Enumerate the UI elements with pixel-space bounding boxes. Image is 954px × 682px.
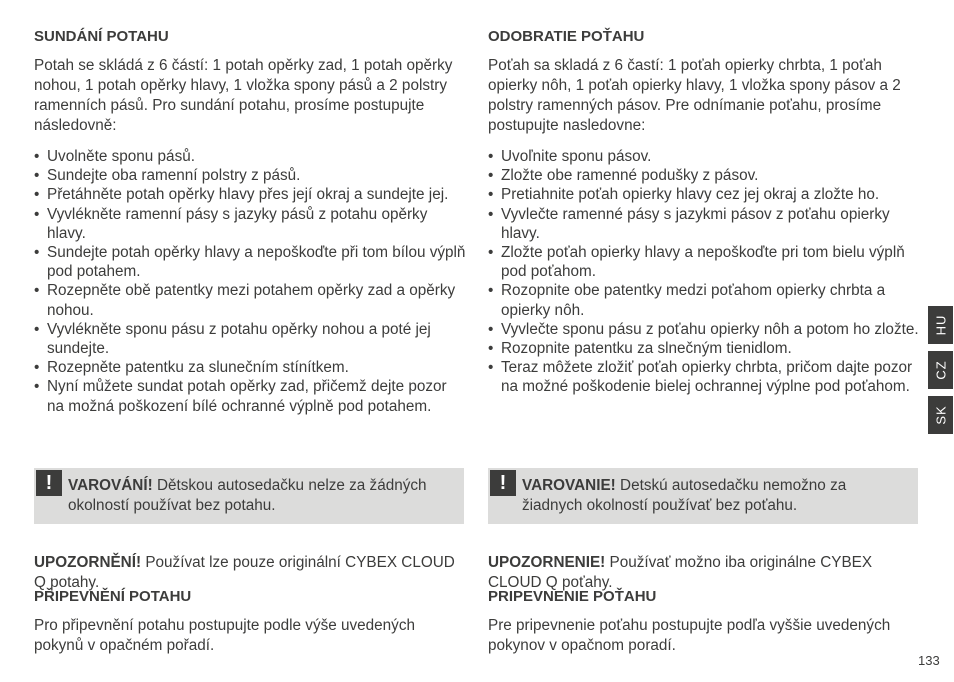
warning-box <box>488 468 918 524</box>
warning-icon: ! <box>36 470 62 496</box>
list-item: • Sundejte potah opěrky hlavy a nepoškoďte při tom bílou výplň pod potahem. <box>34 243 466 281</box>
attach-paragraph: Pre pripevnenie poťahu postupujte podľa vyššie uvedených pokynov v opačnom poradí. <box>488 617 891 654</box>
warning-label: VAROVÁNÍ! <box>68 477 153 494</box>
list-item: • Rozepněte patentku za slunečním stínítkem. <box>34 358 466 377</box>
language-tab-hu[interactable]: HU <box>928 306 953 344</box>
section-heading-remove-cover: ODOBRATIE POŤAHU <box>488 28 645 45</box>
list-item: • Nyní můžete sundat potah opěrky zad, přičemž dejte pozor na možná poškození bílé ochranné výplně pod potahem. <box>34 377 466 415</box>
page-number: 133 <box>918 653 940 668</box>
list-item: • Teraz môžete zložiť poťah opierky chrbta, pričom dajte pozor na možné poškodenie bielej ochrannej výplne pod poťahom. <box>488 358 920 396</box>
list-item: • Přetáhněte potah opěrky hlavy přes její okraj a sundejte jej. <box>34 185 466 204</box>
warning-icon: ! <box>490 470 516 496</box>
list-item: • Sundejte oba ramenní polstry z pásů. <box>34 166 466 185</box>
warning-label: VAROVANIE! <box>522 477 616 494</box>
list-item: • Vyvlečte ramenné pásy s jazykmi pásov z poťahu opierky hlavy. <box>488 205 920 243</box>
list-item: • Vyvlečte sponu pásu z poťahu opierky nôh a potom ho zložte. <box>488 320 920 339</box>
list-item: • Rozepněte obě patentky mezi potahem opěrky zad a opěrky nohou. <box>34 281 466 319</box>
section-heading-remove-cover: SUNDÁNÍ POTAHU <box>34 28 169 45</box>
warning-text: VAROVANIE! Detskú autosedačku nemožno za žiadnych okolností používať bez poťahu. <box>522 477 847 514</box>
instruction-list <box>34 147 466 416</box>
warning-text: VAROVÁNÍ! Dětskou autosedačku nelze za žádných okolností používat bez potahu. <box>68 477 427 514</box>
list-item: • Zložte poťah opierky hlavy a nepoškoďte pri tom bielu výplň pod poťahom. <box>488 243 920 281</box>
list-item: • Uvolněte sponu pásů. <box>34 147 466 166</box>
list-item: • Zložte obe ramenné podušky z pásov. <box>488 166 920 185</box>
intro-paragraph: Potah se skládá z 6 částí: 1 potah opěrky zad, 1 potah opěrky nohou, 1 potah opěrky hlavy, 1 vložka spony pásů a 2 polstry ramenních pásů. Pro sundání potahu, prosíme postupujte následovně: <box>34 57 453 134</box>
column-slovak <box>488 27 920 654</box>
section-heading-attach-cover: PŘIPEVNĚNÍ POTAHU <box>34 588 192 605</box>
note-paragraph: UPOZORNĚNÍ! Používat lze pouze originální CYBEX CLOUD Q potahy. <box>34 554 455 592</box>
attach-section <box>488 587 920 656</box>
list-item: • Rozopnite patentku za slnečným tienidlom. <box>488 339 920 358</box>
intro-paragraph: Poťah sa skladá z 6 častí: 1 poťah opierky chrbta, 1 poťah opierky nôh, 1 poťah opierky hlavy, 1 vložka spony pásov a 2 polstry ramenných pásov. Pre odnímanie poťahu, prosíme postupujte nasledovne: <box>488 57 901 134</box>
list-item: • Vyvlékněte ramenní pásy s jazyky pásů z potahu opěrky hlavy. <box>34 205 466 243</box>
list-item: • Rozopnite obe patentky medzi poťahom opierky chrbta a opierky nôh. <box>488 281 920 319</box>
note-label: UPOZORNENIE! <box>488 554 606 572</box>
language-tab-cz[interactable]: CZ <box>928 351 953 389</box>
attach-paragraph: Pro připevnění potahu postupujte podle výše uvedených pokynů v opačném pořadí. <box>34 617 415 654</box>
section-heading-attach-cover: PRIPEVNENIE POŤAHU <box>488 588 657 605</box>
attach-section <box>34 587 466 656</box>
warning-box <box>34 468 464 524</box>
column-czech <box>34 27 466 654</box>
list-item: • Pretiahnite poťah opierky hlavy cez jej okraj a zložte ho. <box>488 185 920 204</box>
list-item: • Uvoľnite sponu pásov. <box>488 147 920 166</box>
note-label: UPOZORNĚNÍ! <box>34 554 142 572</box>
instruction-list <box>488 147 920 397</box>
list-item: • Vyvlékněte sponu pásu z potahu opěrky nohou a poté jej sundejte. <box>34 320 466 358</box>
language-tab-sk[interactable]: SK <box>928 396 953 434</box>
note-paragraph: UPOZORNENIE! Používať možno iba originálne CYBEX CLOUD Q poťahy. <box>488 554 873 592</box>
